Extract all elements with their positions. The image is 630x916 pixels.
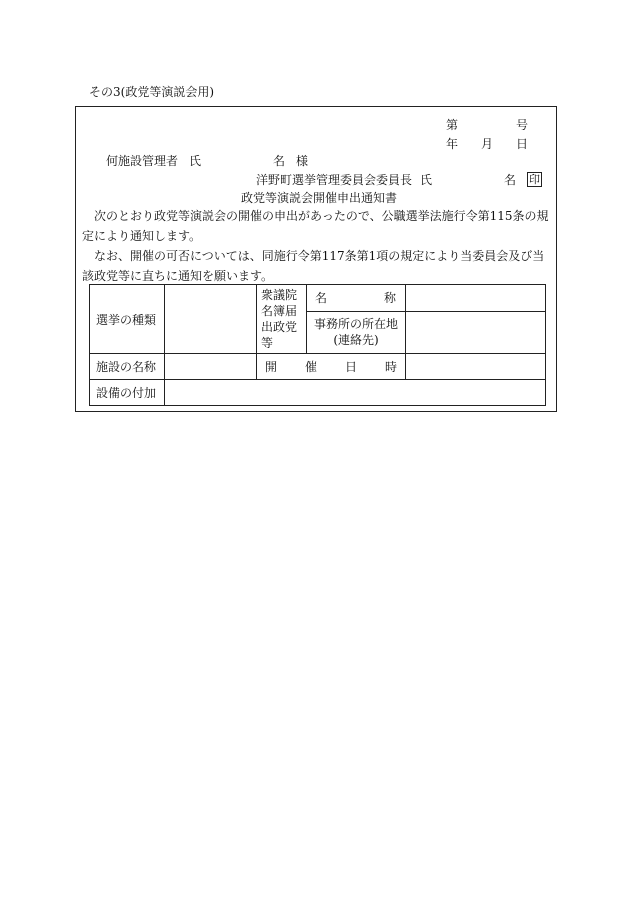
addressee-shi: 氏 [189,154,202,168]
datetime-label [257,354,406,380]
office-sub-label: (連絡先) [333,333,379,348]
date-month: 月 [481,137,494,151]
equipment-label: 設備の付加 [90,380,165,406]
sender-shi: 氏 [420,173,433,187]
election-type-value[interactable] [165,285,257,354]
name-label-2: 称 [383,291,396,306]
form-caption: その3(政党等演説会用) [89,85,214,99]
datetime-char-2: 催 [304,360,317,374]
datetime-value[interactable] [406,354,546,380]
datetime-char-4: 時 [384,360,397,374]
number-go: 号 [516,118,529,132]
sender-mei: 名 [504,173,517,187]
seal-stamp: 印 [529,173,540,186]
sender-title: 洋野町選挙管理委員会委員長 [256,173,413,187]
addressee-label: 何施設管理者 [106,154,179,168]
equipment-value[interactable] [165,380,546,406]
name-label-1: 名 [315,291,328,306]
datetime-char-3: 日 [344,360,357,374]
paragraph-request: なお、開催の可否については、同施行令第117条第1項の規定により当委員会及び当該政党等に直ちに通知を願います。 [82,249,545,283]
number-dai: 第 [446,118,459,132]
office-address-label [307,311,406,353]
facility-name-value[interactable] [165,354,257,380]
addressee-sama: 様 [296,154,309,168]
party-name-label [307,285,406,312]
addressee-mei: 名 [273,154,286,168]
date-year: 年 [446,137,459,151]
election-type-label: 選挙の種類 [90,285,165,354]
party-name-value[interactable] [406,285,546,312]
paragraph-notice: 次のとおり政党等演説会の開催の申出があったので、公職選挙法施行令第115条の規定により通知します。 [82,209,549,243]
facility-name-label: 施設の名称 [90,354,165,380]
party-label: 衆議院名簿届出政党等 [257,285,307,354]
office-address-value[interactable] [406,311,546,353]
document-title: 政党等演説会開催申出通知書 [241,191,398,205]
office-label: 事務所の所在地 [313,317,398,332]
application-table [89,284,546,406]
date-day: 日 [516,137,529,151]
datetime-char-1: 開 [265,360,278,374]
